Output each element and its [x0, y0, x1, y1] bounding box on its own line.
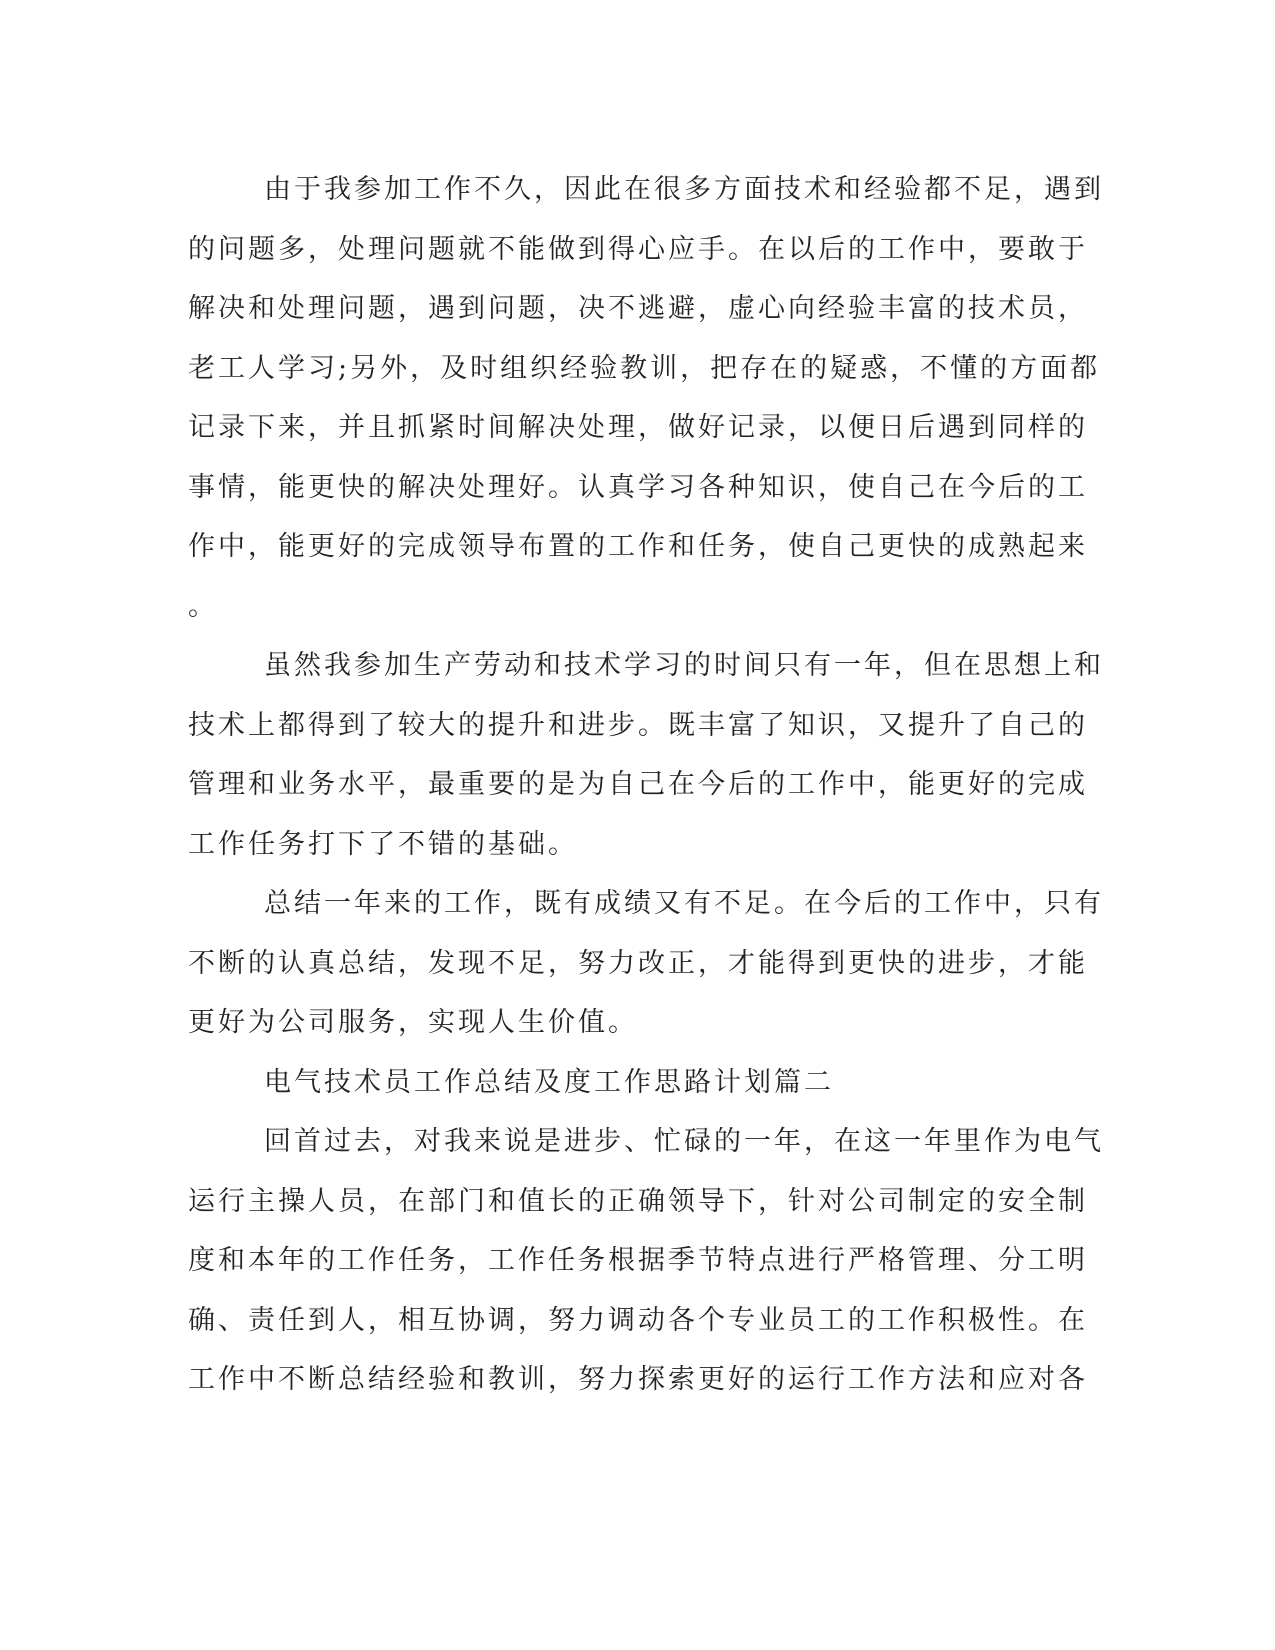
text-line: 工作任务打下了不错的基础。 [188, 828, 578, 860]
text-line: 运行主操人员，在部门和值长的正确领导下，针对公司制定的安全制 [188, 1185, 1088, 1217]
heading-line: 电气技术员工作总结及度工作思路计划篇二 [264, 1066, 834, 1098]
text-line: 技术上都得到了较大的提升和进步。既丰富了知识，又提升了自己的 [188, 709, 1088, 741]
section-heading [188, 1053, 1068, 1113]
text-line: 。 [188, 590, 218, 622]
text-line: 虽然我参加生产劳动和技术学习的时间只有一年，但在思想上和 [264, 650, 1104, 681]
text-line: 总结一年来的工作，既有成绩又有不足。在今后的工作中，只有 [264, 888, 1104, 919]
paragraph-3 [188, 874, 1104, 1053]
text-line: 工作中不断总结经验和教训，努力探索更好的运行工作方法和应对各 [188, 1364, 1088, 1395]
text-line: 老工人学习;另外，及时组织经验教训，把存在的疑惑，不懂的方面都 [188, 352, 1101, 384]
paragraph-2 [188, 636, 1104, 874]
text-line: 不断的认真总结，发现不足，努力改正，才能得到更快的进步，才能 [188, 947, 1088, 979]
text-line: 管理和业务水平，最重要的是为自己在今后的工作中，能更好的完成 [188, 769, 1088, 800]
text-line: 事情，能更快的解决处理好。认真学习各种知识，使自己在今后的工 [188, 471, 1088, 503]
text-line: 的问题多，处理问题就不能做到得心应手。在以后的工作中，要敢于 [188, 233, 1088, 265]
text-line: 回首过去，对我来说是进步、忙碌的一年，在这一年里作为电气 [264, 1126, 1104, 1157]
document-body [188, 160, 1104, 1410]
text-line: 更好为公司服务，实现人生价值。 [188, 1007, 638, 1038]
text-line: 由于我参加工作不久，因此在很多方面技术和经验都不足，遇到 [264, 174, 1104, 205]
text-line: 度和本年的工作任务，工作任务根据季节特点进行严格管理、分工明 [188, 1245, 1088, 1276]
text-line: 确、责任到人，相互协调，努力调动各个专业员工的工作积极性。在 [188, 1304, 1088, 1336]
text-line: 记录下来，并且抓紧时间解决处理，做好记录，以便日后遇到同样的 [188, 412, 1088, 443]
paragraph-4 [188, 1112, 1104, 1410]
text-line: 作中，能更好的完成领导布置的工作和任务，使自己更快的成熟起来 [188, 531, 1088, 562]
text-line: 解决和处理问题，遇到问题，决不逃避，虚心向经验丰富的技术员， [188, 293, 1088, 324]
paragraph-1 [188, 160, 1104, 636]
